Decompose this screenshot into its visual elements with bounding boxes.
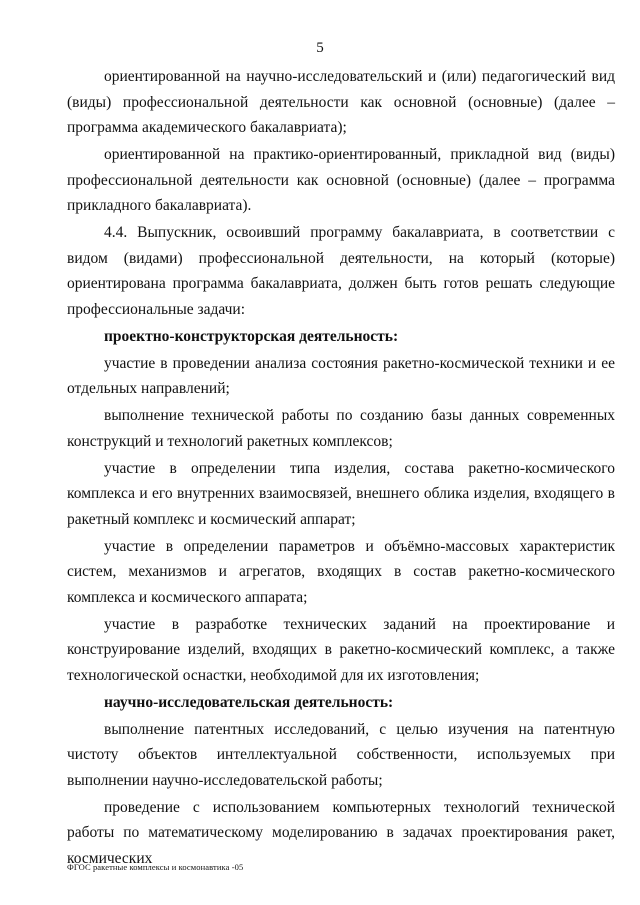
paragraph: 4.4. Выпускник, освоивший программу бакалавриата, в соответствии с видом (видами) профессиональной деятельности, на который (которые) ориентирована программа бакалавриата, должен быть готов решать следующие профессиональные задачи: xyxy=(67,224,615,318)
paragraph: участие в определении типа изделия, состава ракетно-космического комплекса и его внутренних взаимосвязей, внешнего облика изделия, входящего в ракетный комплекс и космический аппарат; xyxy=(67,459,615,528)
paragraph: участие в проведении анализа состояния ракетно-космической техники и ее отдельных направлений; xyxy=(67,354,615,397)
page-number: 5 xyxy=(316,40,324,56)
paragraph: участие в определении параметров и объёмно-массовых характеристик систем, механизмов и агрегатов, входящих в состав ракетно-космического комплекса и космического аппарата; xyxy=(67,537,615,606)
section-heading: научно-исследовательская деятельность: xyxy=(104,693,394,711)
paragraph: выполнение технической работы по созданию базы данных современных конструкций и технологий ракетных комплексов; xyxy=(67,407,615,450)
paragraph: проведение с использованием компьютерных технологий технической работы по математическому моделированию в задачах проектирования ракет, космических xyxy=(67,798,615,867)
paragraph: выполнение патентных исследований, с целью изучения на патентную чистоту объектов интеллектуальной собственности, используемых при выполнении научно-исследовательской работы; xyxy=(67,720,615,789)
section-heading: проектно-конструкторская деятельность: xyxy=(104,327,399,345)
document-body xyxy=(67,64,615,873)
paragraph: ориентированной на научно-исследовательский и (или) педагогический вид (виды) профессиональной деятельности как основной (основные) (далее – программа академического бакалавриата); xyxy=(67,68,615,136)
paragraph: участие в разработке технических заданий на проектирование и конструирование изделий, входящих в ракетно-космический комплекс, а также технологической оснастки, необходимой для их изготовления; xyxy=(67,615,615,684)
page-footer: ФГОС ракетные комплексы и космонавтика -05 xyxy=(67,862,244,872)
paragraph: ориентированной на практико-ориентированный, прикладной вид (виды) профессиональной деятельности как основной (основные) (далее – программа прикладного бакалавриата). xyxy=(67,146,615,214)
